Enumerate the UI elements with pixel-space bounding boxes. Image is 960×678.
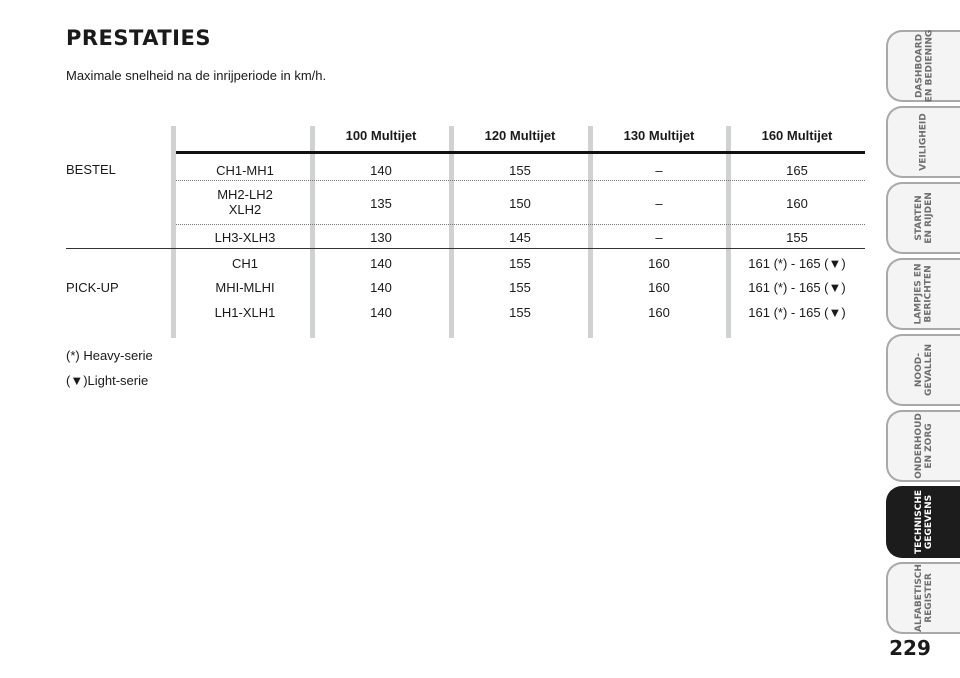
- table-cell: 165: [786, 163, 808, 178]
- table-cell: 140: [370, 256, 392, 271]
- table-cell: 140: [370, 305, 392, 320]
- table-cell: 145: [509, 230, 531, 245]
- page-title: PRESTATIES: [66, 26, 211, 50]
- row-subtype: MHI-MLHI: [215, 280, 275, 295]
- page-number: 229: [889, 636, 931, 660]
- row-subtype: CH1-MH1: [216, 163, 274, 178]
- table-column-band: [310, 126, 315, 338]
- column-header: 120 Multijet: [484, 128, 556, 143]
- table-cell: 155: [509, 305, 531, 320]
- row-divider: [176, 224, 865, 225]
- table-cell: 161 (*) - 165 (▼): [748, 280, 846, 295]
- table-cell: 130: [370, 230, 392, 245]
- table-cell: –: [655, 163, 663, 178]
- table-cell: 150: [509, 196, 531, 211]
- tab-starten[interactable]: [886, 182, 960, 254]
- table-cell: 135: [370, 196, 392, 211]
- table-cell: 155: [509, 163, 531, 178]
- tab-label: NOOD- GEVALLEN: [913, 343, 934, 397]
- table-cell: 160: [648, 305, 670, 320]
- tab-onderhoud[interactable]: [886, 410, 960, 482]
- tab-alfabetisch-register[interactable]: [886, 562, 960, 634]
- footnote-light: (▼)Light-serie: [66, 373, 149, 388]
- table-cell: 160: [648, 280, 670, 295]
- table-cell: 161 (*) - 165 (▼): [748, 256, 846, 271]
- table-cell: 140: [370, 163, 392, 178]
- table-cell: 155: [786, 230, 808, 245]
- row-subtype: LH3-XLH3: [214, 230, 276, 245]
- tab-label: VEILIGHEID: [919, 113, 929, 171]
- group-divider: [66, 248, 865, 249]
- table-cell: 161 (*) - 165 (▼): [748, 305, 846, 320]
- table-cell: 155: [509, 256, 531, 271]
- tab-dashboard[interactable]: [886, 30, 960, 102]
- row-subtype: LH1-XLH1: [214, 305, 276, 320]
- table-cell: 140: [370, 280, 392, 295]
- table-column-band: [449, 126, 454, 338]
- tab-noodgevallen[interactable]: [886, 334, 960, 406]
- tab-label: TECHNISCHE GEGEVENS: [913, 489, 934, 555]
- footnote-heavy: (*) Heavy-serie: [66, 348, 153, 363]
- tab-label: LAMPJES EN BERICHTEN: [913, 263, 934, 325]
- row-subtype: CH1: [231, 256, 258, 271]
- tab-lampjes[interactable]: [886, 258, 960, 330]
- header-rule: [176, 151, 865, 154]
- table-cell: –: [655, 196, 663, 211]
- column-header: 130 Multijet: [623, 128, 695, 143]
- group-label-pickup: PICK-UP: [66, 280, 119, 295]
- row-divider: [176, 180, 865, 181]
- column-header: 100 Multijet: [345, 128, 417, 143]
- table-column-band: [171, 126, 176, 338]
- tab-label: ALFABETISCH REGISTER: [914, 564, 934, 632]
- tab-label: DASHBOARD EN BEDIENING: [914, 29, 934, 103]
- table-cell: 160: [648, 256, 670, 271]
- table-cell: 155: [509, 280, 531, 295]
- page-subtitle: Maximale snelheid na de inrijperiode in km/h.: [66, 68, 327, 83]
- tab-technische-gegevens[interactable]: [886, 486, 960, 558]
- column-header: 160 Multijet: [761, 128, 833, 143]
- table-cell: 160: [786, 196, 808, 211]
- table-column-band: [588, 126, 593, 338]
- tab-label: STARTEN EN RIJDEN: [914, 192, 934, 244]
- row-subtype: MH2-LH2 XLH2: [217, 187, 273, 217]
- group-label-bestel: BESTEL: [66, 162, 116, 177]
- table-cell: –: [655, 230, 663, 245]
- tab-veiligheid[interactable]: [886, 106, 960, 178]
- tab-label: ONDERHOUD EN ZORG: [913, 413, 934, 479]
